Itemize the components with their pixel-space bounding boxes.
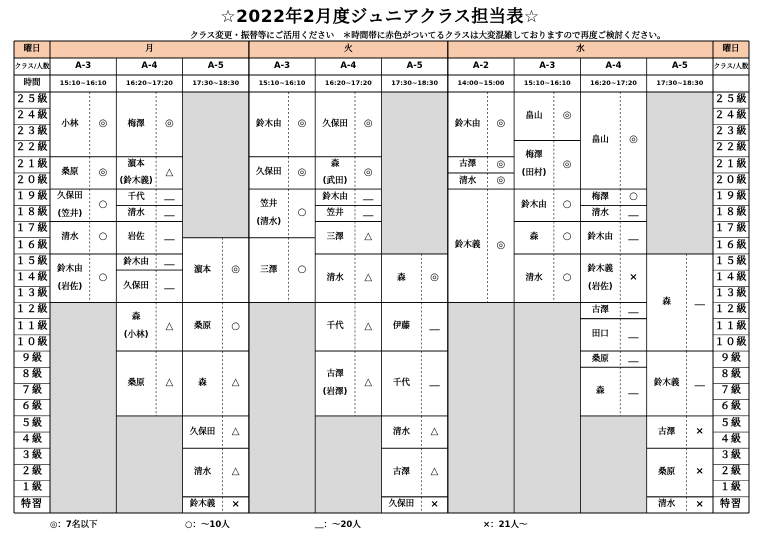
level-label-left: 特習 — [21, 498, 43, 510]
level-label-left: ５級 — [21, 417, 43, 429]
level-label-left: ４級 — [21, 433, 43, 445]
class-cell-instructor: 鈴木由 — [587, 232, 614, 243]
level-label-left: １０級 — [15, 336, 49, 348]
class-cell-capacity: ◎ — [98, 166, 108, 178]
class-cell-instructor: 古澤 — [392, 467, 410, 478]
header-class: A-3 — [539, 61, 556, 72]
level-label-left: １２級 — [15, 304, 49, 316]
level-label-left: ６級 — [21, 401, 43, 413]
class-cell-instructor: 清水 — [193, 467, 211, 478]
class-cell-instructor: 森 — [198, 377, 207, 388]
header-class-ninzu-left: クラス/人数 — [14, 62, 50, 71]
class-cell-instructor: 久保田 (笠井) — [57, 190, 83, 219]
header-time: 16:20~17:20 — [590, 79, 637, 88]
class-cell-instructor: 畠山 — [591, 135, 609, 146]
level-label-left: １８級 — [15, 207, 49, 219]
class-cell-capacity: ＿ — [694, 377, 705, 389]
class-cell-capacity: ＿ — [628, 207, 639, 219]
header-time: 17:30~18:30 — [391, 79, 439, 88]
class-cell-instructor: 桑原 — [61, 167, 79, 178]
class-cell-capacity: ＿ — [628, 385, 639, 397]
level-label-right: ３級 — [720, 450, 742, 462]
level-label-right: ８級 — [720, 369, 742, 381]
header-class: A-4 — [141, 61, 158, 72]
class-cell-capacity: △ — [430, 425, 439, 437]
class-cell-capacity: ＿ — [429, 320, 440, 332]
level-label-left: １３級 — [15, 288, 49, 300]
class-cell-capacity: × — [629, 271, 638, 283]
class-cell-capacity: ◎ — [496, 158, 506, 170]
class-cell-instructor: 森 (武田) — [322, 158, 348, 187]
class-cell-capacity: ○ — [629, 190, 638, 202]
unavailable-block — [249, 303, 315, 514]
class-cell-capacity: ◎ — [496, 174, 506, 186]
level-label-left: ２２級 — [15, 142, 49, 154]
class-cell-capacity: △ — [364, 320, 373, 332]
class-cell-instructor: 千代 — [326, 321, 344, 332]
header-class: A-3 — [274, 61, 291, 72]
class-cell-instructor: 千代 — [127, 191, 145, 202]
class-cell-instructor: 伊藤 — [392, 321, 410, 332]
class-cell-instructor: 桑原 — [127, 377, 145, 388]
header-class: A-5 — [406, 61, 423, 72]
level-label-right: ９級 — [720, 352, 742, 364]
class-cell-capacity: ＿ — [363, 207, 374, 219]
level-label-left: １７級 — [15, 223, 49, 235]
class-cell-capacity: △ — [364, 231, 373, 243]
header-time: 16:20~17:20 — [324, 79, 372, 88]
class-cell-instructor: 古澤 — [459, 159, 477, 170]
class-cell-instructor: 梅澤 (田村) — [521, 150, 547, 179]
unavailable-block — [50, 303, 116, 514]
level-label-left: １４級 — [15, 271, 49, 283]
level-label-left: ９級 — [21, 352, 43, 364]
class-cell-capacity: ＿ — [628, 231, 639, 243]
class-cell-capacity: ○ — [562, 199, 572, 211]
class-cell-capacity: ＿ — [363, 190, 374, 202]
unavailable-block — [382, 92, 448, 254]
level-label-left: １級 — [21, 482, 43, 494]
level-label-right: １級 — [720, 482, 742, 494]
class-cell-instructor: 鈴木義 — [454, 240, 481, 251]
class-cell-instructor: 岩佐 — [127, 232, 145, 243]
header-time: 15:10~16:10 — [523, 79, 571, 88]
class-cell-capacity: △ — [231, 377, 240, 389]
header-class: A-2 — [472, 61, 489, 72]
header-youbi-right: 曜日 — [722, 44, 740, 55]
class-cell-capacity: ○ — [98, 271, 108, 283]
level-label-left: ２１級 — [15, 158, 49, 170]
header-time: 15:10~16:10 — [59, 79, 107, 88]
class-cell-capacity: × — [695, 498, 704, 510]
header-day: 水 — [576, 44, 585, 55]
level-label-right: ２２級 — [714, 142, 748, 154]
class-cell-instructor: 笠井 (清水) — [256, 199, 282, 227]
class-cell-instructor: 鈴木由 — [521, 199, 547, 210]
class-cell-instructor: 鈴木由 — [322, 191, 348, 202]
class-cell-capacity: ○ — [562, 231, 572, 243]
header-day: 月 — [145, 44, 154, 55]
class-cell-capacity: × — [231, 498, 240, 510]
class-cell-capacity: ○ — [98, 199, 108, 211]
unavailable-block — [514, 303, 580, 514]
class-cell-capacity: △ — [231, 466, 240, 478]
level-label-right: １０級 — [714, 336, 748, 348]
class-cell-capacity: ＿ — [694, 296, 705, 308]
level-label-right: １３級 — [714, 288, 748, 300]
header-time: 17:30~18:30 — [192, 79, 240, 88]
legend-item-cross: ×：21人～ — [483, 520, 528, 530]
level-label-right: ４級 — [720, 433, 742, 445]
page-subtitle: クラス変更・振替等にご活用ください ＊時間帯に赤色がついてるクラスは大変混雑しておりますので再度ご検討ください。 — [190, 31, 666, 41]
class-cell-instructor: 古澤 — [591, 305, 609, 316]
class-cell-capacity: △ — [165, 320, 174, 332]
class-cell-instructor: 三澤 — [260, 264, 278, 275]
class-cell-instructor: 清水 — [392, 426, 410, 437]
level-label-right: ７級 — [720, 385, 742, 397]
level-label-right: １９級 — [714, 190, 748, 202]
class-cell-instructor: 三澤 — [326, 232, 344, 243]
class-cell-capacity: ＿ — [628, 328, 639, 340]
header-class: A-4 — [605, 61, 622, 72]
class-cell-instructor: 久保田 — [322, 118, 348, 129]
class-cell-capacity: △ — [364, 377, 373, 389]
class-cell-capacity: ◎ — [629, 134, 638, 146]
class-cell-capacity: ＿ — [164, 190, 175, 202]
level-label-left: ８級 — [21, 369, 43, 381]
header-class: A-5 — [671, 61, 688, 72]
class-cell-capacity: ＿ — [164, 255, 175, 267]
class-cell-instructor: 森 — [662, 297, 671, 308]
class-cell-instructor: 鈴木義 (岩佐) — [587, 263, 614, 292]
level-label-left: ２３級 — [15, 126, 49, 138]
class-cell-capacity: ○ — [297, 263, 307, 275]
class-cell-instructor: 清水 — [658, 499, 676, 510]
class-cell-instructor: 清水 — [326, 272, 344, 283]
level-label-left: ２４級 — [15, 110, 49, 122]
class-cell-instructor: 濵本 — [193, 264, 211, 275]
class-cell-instructor: 森 — [397, 272, 406, 283]
class-cell-capacity: ◎ — [430, 271, 439, 283]
level-label-right: １８級 — [714, 207, 748, 219]
class-cell-instructor: 小林 — [61, 118, 79, 129]
level-label-left: ２５級 — [15, 93, 49, 105]
class-cell-instructor: 鈴木由 — [256, 118, 282, 129]
class-cell-instructor: 田口 — [591, 329, 609, 340]
header-time: 16:20~17:20 — [126, 79, 173, 88]
class-cell-capacity: ○ — [98, 231, 108, 243]
class-cell-capacity: ◎ — [297, 166, 307, 178]
class-cell-instructor: 千代 — [392, 377, 410, 388]
header-class: A-4 — [340, 61, 357, 72]
class-cell-capacity: ◎ — [231, 263, 240, 275]
class-cell-capacity: ○ — [231, 320, 240, 332]
class-cell-capacity: ○ — [562, 271, 572, 283]
class-cell-capacity: ＿ — [164, 207, 175, 219]
level-label-right: ６級 — [720, 401, 742, 413]
class-cell-instructor: 梅澤 — [591, 191, 609, 202]
class-cell-capacity: ◎ — [496, 118, 506, 130]
page-title: ☆2022年2月度ジュニアクラス担当表☆ — [220, 7, 540, 27]
class-cell-instructor: 清水 — [459, 175, 477, 186]
level-label-right: 特習 — [720, 498, 742, 510]
level-label-left: １１級 — [15, 320, 49, 332]
class-cell-instructor: 久保田 — [388, 499, 415, 510]
class-cell-capacity: ◎ — [297, 118, 307, 130]
class-cell-instructor: 鈴木義 — [189, 499, 216, 510]
header-time: 14:00~15:00 — [457, 79, 505, 88]
unavailable-block — [315, 416, 381, 513]
unavailable-block — [647, 92, 713, 254]
unavailable-block — [448, 303, 514, 514]
header-class-ninzu-right: クラス/人数 — [713, 62, 749, 71]
class-cell-instructor: 清水 — [61, 232, 79, 243]
level-label-left: ７級 — [21, 385, 43, 397]
level-label-right: ２５級 — [714, 93, 748, 105]
class-cell-capacity: △ — [364, 271, 373, 283]
class-cell-instructor: 桑原 — [658, 467, 676, 478]
class-cell-instructor: 鈴木義 — [653, 377, 680, 388]
class-cell-instructor: 桑原 — [591, 353, 609, 364]
level-label-left: ２０級 — [15, 174, 49, 186]
class-cell-capacity: × — [695, 466, 704, 478]
class-cell-instructor: 久保田 — [189, 426, 216, 437]
class-cell-instructor: 濵本 (鈴木義) — [119, 158, 153, 187]
class-cell-instructor: 古澤 (岩澤) — [322, 369, 348, 397]
class-cell-capacity: ◎ — [98, 118, 108, 130]
class-cell-instructor: 鈴木由 — [454, 118, 481, 129]
class-cell-capacity: ＿ — [164, 231, 175, 243]
header-youbi-left: 曜日 — [23, 44, 41, 55]
class-cell-capacity: ＿ — [164, 280, 175, 292]
class-cell-capacity: × — [430, 498, 439, 510]
header-jikan: 時間 — [23, 78, 41, 89]
class-cell-instructor: 畠山 — [525, 110, 543, 121]
header-time: 15:10~16:10 — [258, 79, 306, 88]
class-cell-instructor: 桑原 — [193, 321, 211, 332]
class-cell-capacity: △ — [165, 166, 174, 178]
class-cell-instructor: 清水 — [525, 272, 543, 283]
class-cell-instructor: 笠井 — [326, 207, 344, 218]
level-label-right: １２級 — [714, 304, 748, 316]
class-cell-capacity: △ — [430, 466, 439, 478]
level-label-right: １７級 — [714, 223, 748, 235]
class-cell-capacity: ◎ — [363, 118, 373, 130]
legend-item-circle: ○：～10人 — [185, 520, 230, 530]
level-label-right: １１級 — [714, 320, 748, 332]
level-label-left: ３級 — [21, 450, 43, 462]
header-class: A-3 — [75, 61, 92, 72]
level-label-left: １６級 — [15, 239, 49, 251]
class-cell-instructor: 久保田 — [123, 280, 149, 291]
header-class: A-5 — [207, 61, 224, 72]
level-label-right: ２０級 — [714, 174, 748, 186]
legend-item-underscore: ＿：～20人 — [315, 520, 361, 530]
class-cell-capacity: ◎ — [363, 166, 373, 178]
level-label-right: ２３級 — [714, 126, 748, 138]
level-label-right: １４級 — [714, 271, 748, 283]
class-cell-instructor: 鈴木由 — [123, 256, 149, 267]
header-day: 火 — [344, 44, 353, 55]
level-label-right: １５級 — [714, 255, 748, 267]
class-cell-instructor: 森 — [529, 232, 539, 243]
class-cell-capacity: × — [695, 425, 704, 437]
class-cell-instructor: 清水 — [591, 207, 609, 218]
class-cell-capacity: ◎ — [164, 118, 174, 130]
class-cell-instructor: 古澤 — [658, 426, 676, 437]
class-cell-instructor: 清水 — [127, 207, 145, 218]
class-cell-capacity: ◎ — [496, 239, 506, 251]
class-cell-capacity: ＿ — [628, 304, 639, 316]
level-label-right: ２１級 — [714, 158, 748, 170]
level-label-left: １９級 — [15, 190, 49, 202]
class-cell-instructor: 森 — [596, 386, 605, 397]
unavailable-block — [183, 92, 249, 238]
class-cell-capacity: △ — [165, 377, 174, 389]
class-cell-capacity: ◎ — [562, 158, 572, 170]
class-cell-capacity: ○ — [297, 207, 307, 219]
level-label-right: １６級 — [714, 239, 748, 251]
level-label-right: ２級 — [720, 466, 742, 478]
class-cell-capacity: △ — [231, 425, 240, 437]
header-time: 17:30~18:30 — [656, 79, 704, 88]
unavailable-block — [580, 416, 646, 513]
class-cell-capacity: ◎ — [562, 110, 572, 122]
class-cell-capacity: ＿ — [429, 377, 440, 389]
class-cell-instructor: 森 (小林) — [123, 312, 149, 341]
level-label-left: １５級 — [15, 255, 49, 267]
class-cell-capacity: ＿ — [628, 352, 639, 364]
level-label-right: ５級 — [720, 417, 742, 429]
class-cell-instructor: 久保田 — [256, 167, 282, 178]
level-label-left: ２級 — [21, 466, 43, 478]
unavailable-block — [116, 416, 182, 513]
class-cell-instructor: 梅澤 — [127, 118, 145, 129]
class-cell-instructor: 鈴木由 (岩佐) — [57, 263, 83, 292]
legend-item-double-circle: ◎：7名以下 — [50, 520, 98, 530]
level-label-right: ２４級 — [714, 110, 748, 122]
